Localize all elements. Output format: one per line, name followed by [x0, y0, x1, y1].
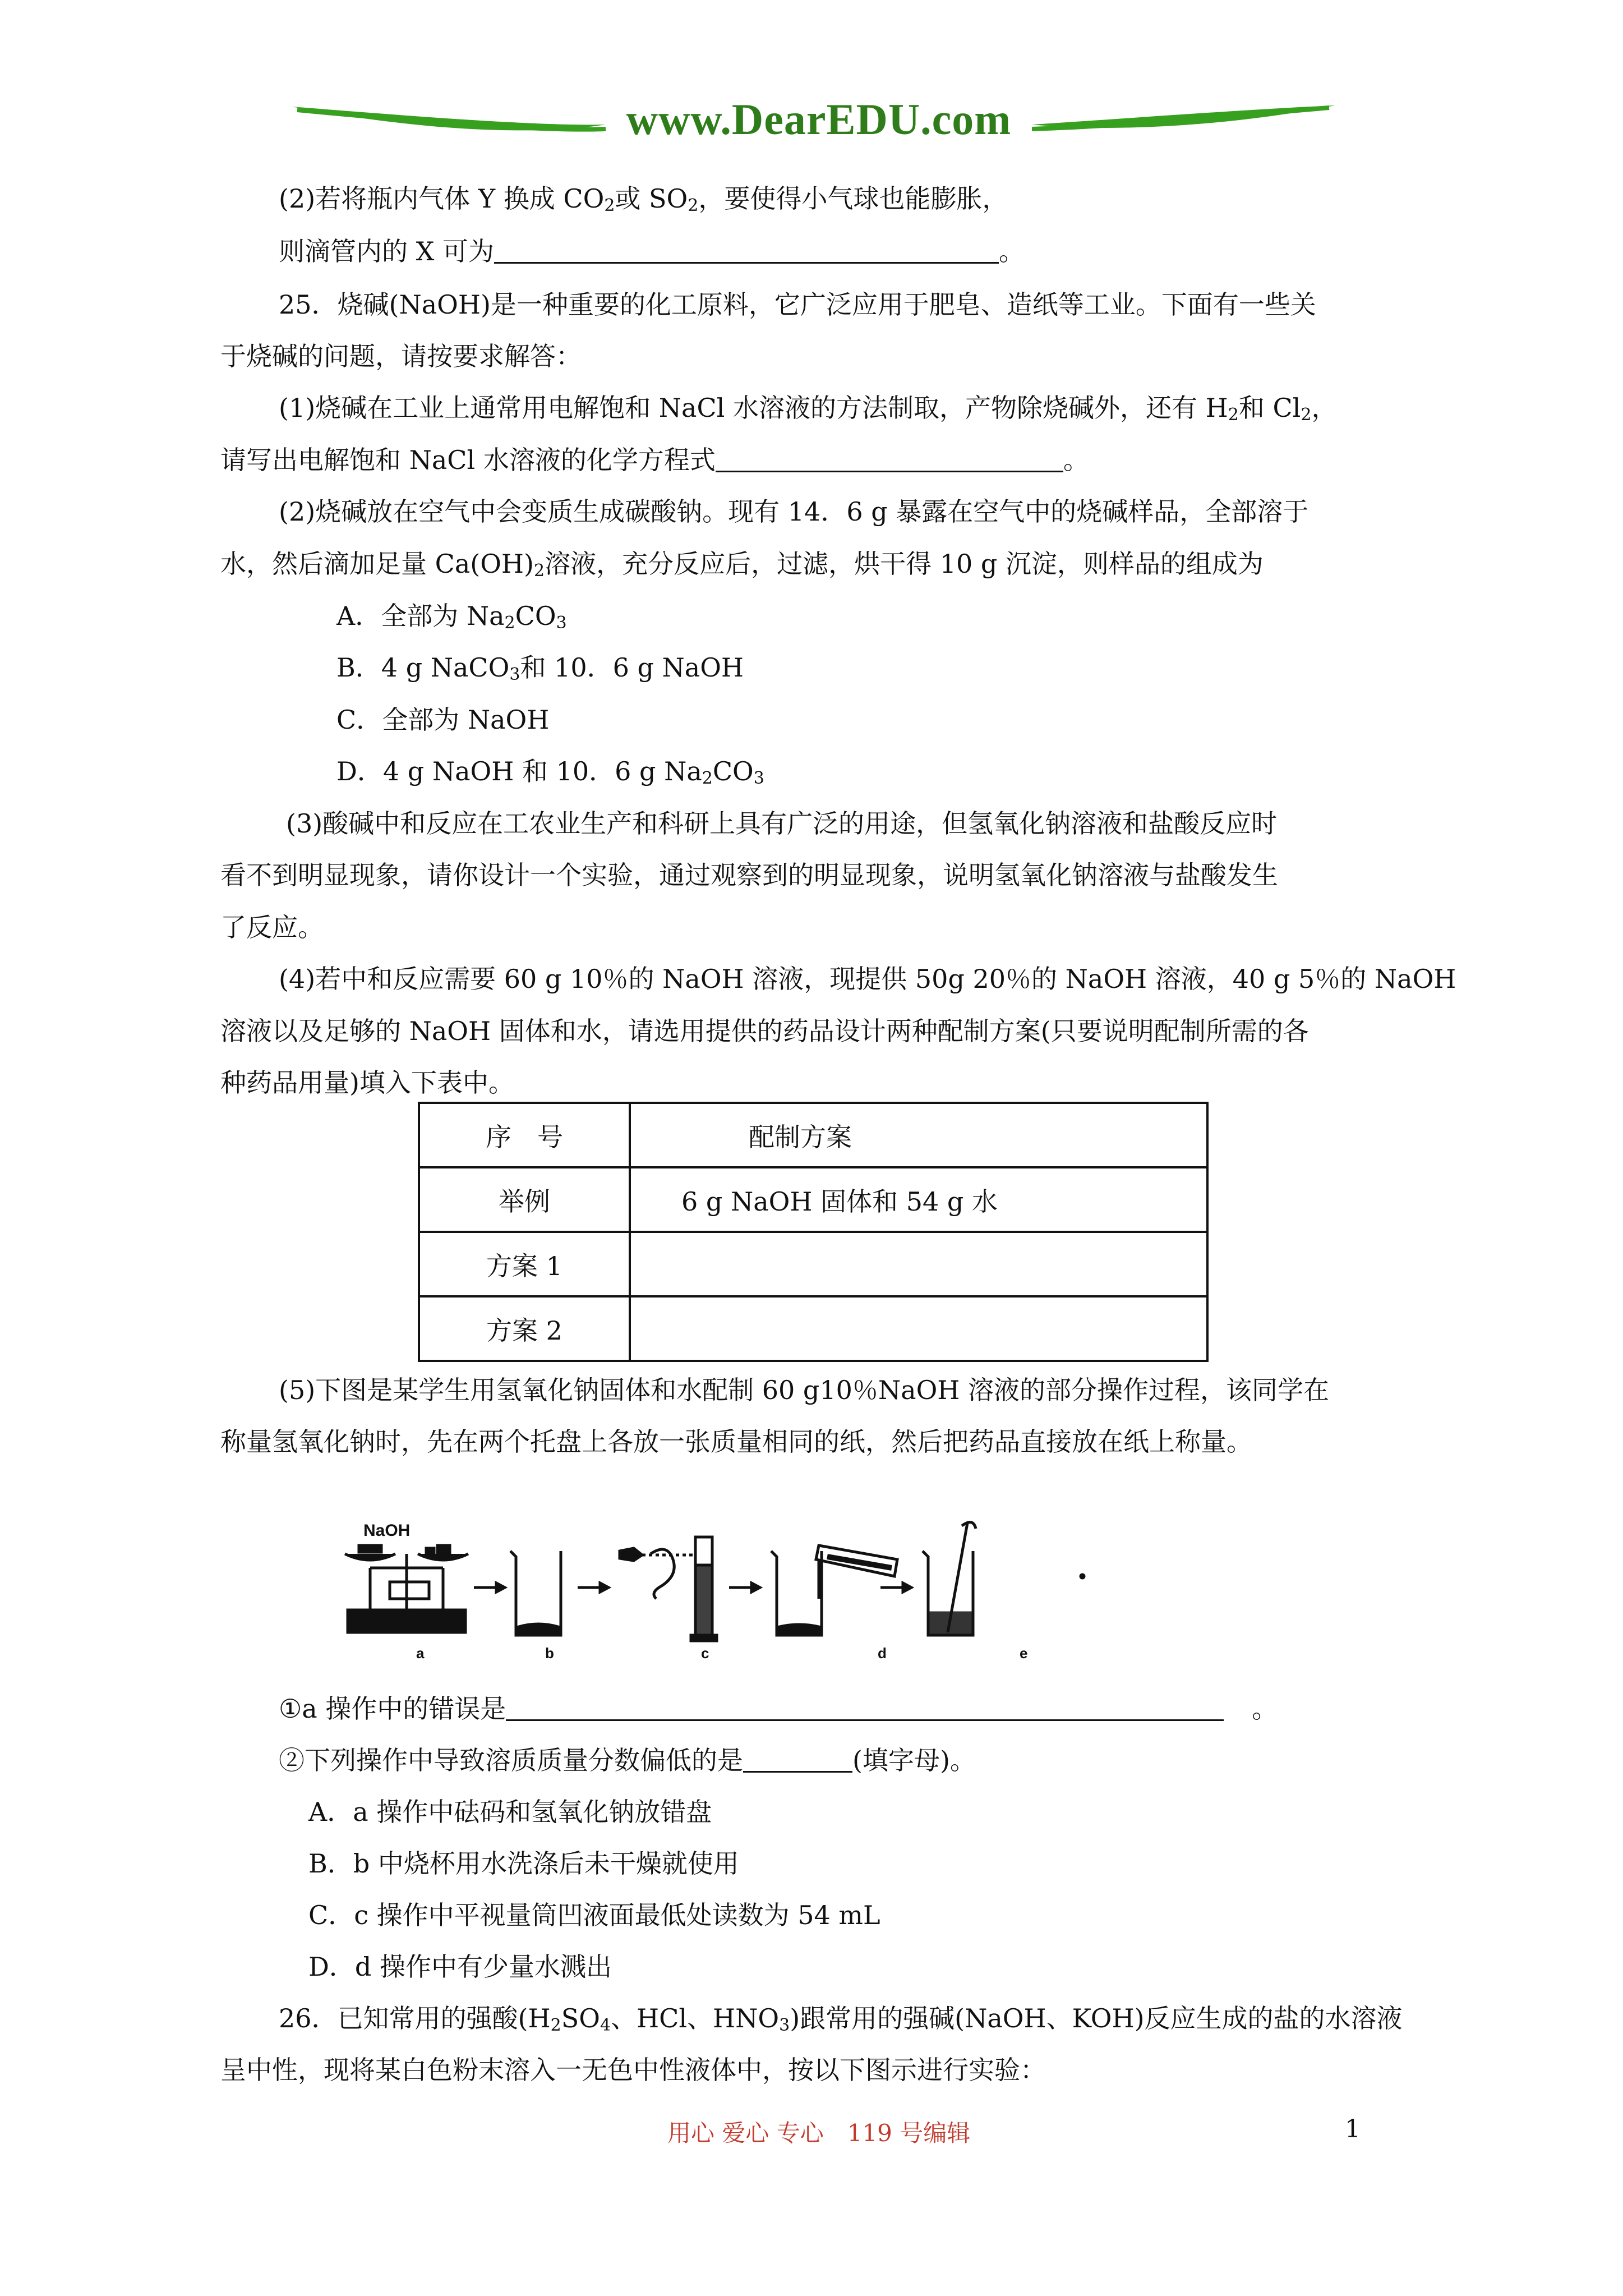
q25-part2-line-2: 水，然后滴加足量 $Ca(OH)_2$溶液，充分反应后，过滤，烘干得 10 g 沉淀，则样品的组成为 [220, 549, 1264, 581]
q25-intro-2: 于烧碱的问题，请按要求解答： [220, 341, 582, 371]
q25-sub1: ①a 操作中的错误是 。 [279, 1694, 1278, 1724]
figure-label-e: e [1020, 1645, 1028, 1662]
q24-answer-blank[interactable] [494, 237, 999, 264]
lab-apparatus-illustration [336, 1515, 1099, 1649]
q25-part5-line-2: 称量氢氧化钠时，先在两个托盘上各放一张质量相同的纸，然后把药品直接放在纸上称量。 [220, 1427, 1252, 1457]
figure-label-c: c [701, 1645, 709, 1662]
preparation-plan-table [418, 1102, 1209, 1362]
q25-part3-line-1: (3)酸碱中和反应在工农业生产和科研上具有广泛的用途，但氢氧化钠溶液和盐酸反应时 [286, 808, 1278, 839]
figure-label-a: a [416, 1645, 425, 1662]
q25-sub2: ②下列操作中导致溶质质量分数偏低的是 (填字母)。 [279, 1745, 976, 1775]
q25-part3-line-3: 了反应。 [220, 912, 324, 942]
table-cell: 方案 2 [419, 1296, 630, 1361]
figure-label-d: d [878, 1645, 887, 1662]
q25-intro-1: 25．烧碱(NaOH)是一种重要的化工原料，它广泛应用于肥皂、造纸等工业。下面有一些关 [279, 289, 1316, 320]
q24-line-1: (2)若将瓶内气体 Y 换成 $CO_2$或 $SO_2$，要使得小气球也能膨胀， [279, 183, 1008, 215]
figure-label-b: b [545, 1645, 554, 1662]
q25-part1-line-2: 请写出电解饱和 NaCl 水溶液的化学方程式 。 [220, 445, 1089, 475]
lab-procedure-figure [336, 1515, 1099, 1666]
page-number: 1 [1345, 2115, 1361, 2143]
q25-part1-line-1: (1)烧碱在工业上通常用电解饱和 NaCl 水溶液的方法制取，产物除烧碱外，还有 $H_2$和 $Cl_2$， [279, 393, 1338, 425]
table-cell: 举例 [419, 1167, 630, 1232]
q26-line-2: 呈中性，现将某白色粉末溶入一无色中性液体中，按以下图示进行实验： [220, 2055, 1046, 2085]
table-cell: 6 g NaOH 固体和 54 g 水 [630, 1167, 1207, 1232]
q25-part4-line-2: 溶液以及足够的 NaOH 固体和水，请选用提供的药品设计两种配制方案(只要说明配制所需的各 [220, 1016, 1309, 1046]
site-header-banner [292, 84, 1335, 157]
table-row [419, 1296, 1207, 1361]
q25-sub2-option-d[interactable]: D．d 操作中有少量水溅出 [308, 1952, 612, 1982]
naoh-label: NaOH [363, 1521, 411, 1540]
q25-part4-line-1: (4)若中和反应需要 60 g 10％的 NaOH 溶液，现提供 50g 20％的 NaOH 溶液，40 g 5％的 NaOH [279, 964, 1456, 994]
table-header-cell: 配制方案 [630, 1103, 1207, 1167]
answer-cell-plan-1[interactable] [630, 1232, 1207, 1296]
letter-answer-blank[interactable] [743, 1746, 852, 1773]
footer-editor-note: 用心 爱心 专心 119 号编辑 [667, 2119, 971, 2147]
q25-sub2-option-b[interactable]: B．b 中烧杯用水洗涤后未干燥就使用 [308, 1848, 739, 1879]
q25-part4-line-3: 种药品用量)填入下表中。 [220, 1068, 514, 1098]
q25-sub2-option-a[interactable]: A．a 操作中砝码和氢氧化钠放错盘 [308, 1797, 712, 1827]
table-row [419, 1167, 1207, 1232]
q25-option-a[interactable]: A．全部为 $Na_2CO_3$ [336, 601, 567, 633]
q25-part3-line-2: 看不到明显现象，请你设计一个实验，通过观察到的明显现象，说明氢氧化钠溶液与盐酸发生 [220, 860, 1278, 890]
q25-option-b[interactable]: B．4 g NaCO$_3$和 10．6 g NaOH [336, 652, 744, 684]
q25-option-c[interactable]: C．全部为 NaOH [336, 705, 550, 735]
table-header-cell: 序 号 [419, 1103, 630, 1167]
q25-sub2-option-c[interactable]: C．c 操作中平视量筒凹液面最低处读数为 54 mL [308, 1900, 880, 1930]
q25-option-d[interactable]: D．4 g NaOH 和 10．6 g $Na_2CO_3$ [336, 756, 764, 788]
table-row [419, 1232, 1207, 1296]
q25-part2-line-1: (2)烧碱放在空气中会变质生成碳酸钠。现有 14．6 g 暴露在空气中的烧碱样品，全部溶于 [279, 496, 1309, 527]
equation-answer-blank[interactable] [716, 446, 1063, 472]
error-answer-blank[interactable] [506, 1695, 1224, 1721]
answer-cell-plan-2[interactable] [630, 1296, 1207, 1361]
table-header-row [419, 1103, 1207, 1167]
table-cell: 方案 1 [419, 1232, 630, 1296]
q25-part5-line-1: (5)下图是某学生用氢氧化钠固体和水配制 60 g10％NaOH 溶液的部分操作过程，该同学在 [279, 1375, 1330, 1405]
q24-line-2: 则滴管内的 X 可为 。 [279, 236, 1025, 266]
site-url: www.DearEDU.com [626, 95, 1012, 144]
q26-line-1: 26．已知常用的强酸($H_2SO_4$、HCl、$HNO_3$)跟常用的强碱(NaOH、KOH)反应生成的盐的水溶液 [279, 2003, 1403, 2035]
